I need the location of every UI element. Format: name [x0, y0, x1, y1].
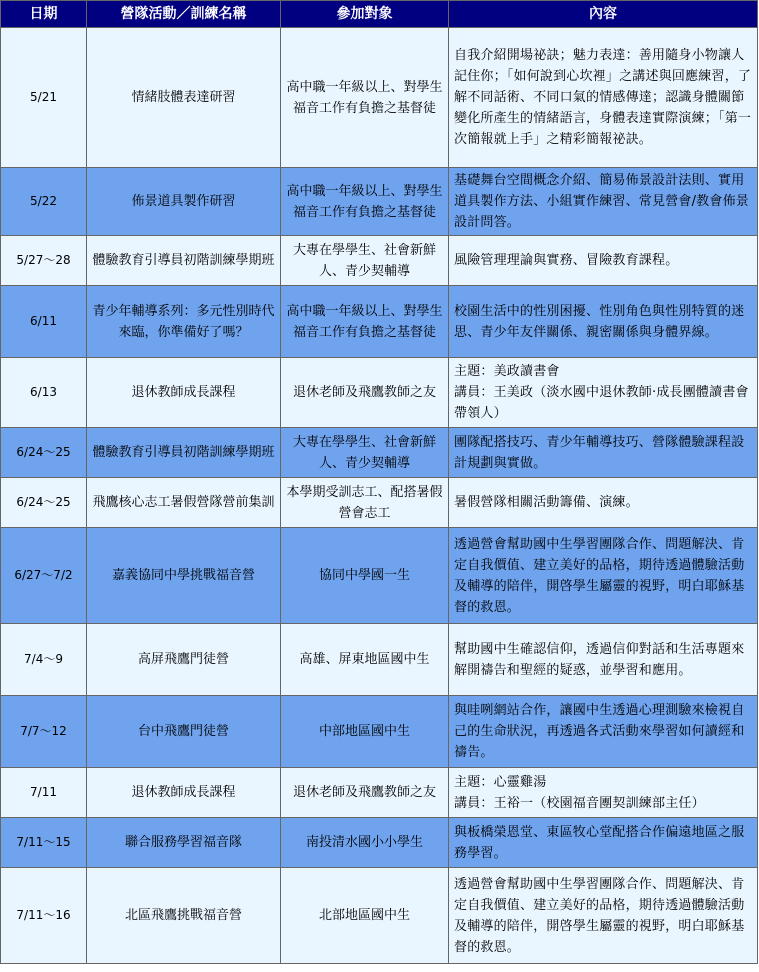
content-line: 基礎舞台空間概念介紹、簡易佈景設計法則、實用道具製作方法、小組實作練習、常見營會/教會佈景設計問答。: [454, 173, 749, 230]
header-activity: 營隊活動／訓練名稱: [87, 1, 281, 28]
row-content: [449, 868, 758, 964]
content-line: 自我介紹開場祕訣；魅力表達：善用隨身小物讓人記住你；「如何說到心坎裡」之講述與回應練習，了解不同話術、不同口氣的情感傳達；認識身體關節變化所產生的情緒語言，身體表達實際演練；「第一次簡報就上手」之精彩簡報祕訣。: [454, 48, 752, 147]
table-row: [1, 696, 758, 768]
row-content: [449, 818, 758, 868]
row-target: 高中職一年級以上、對學生福音工作有負擔之基督徒: [281, 28, 449, 168]
row-activity: 嘉義協同中學挑戰福音營: [87, 528, 281, 624]
row-target: 北部地區國中生: [281, 868, 449, 964]
row-activity: 台中飛鷹門徒營: [87, 696, 281, 768]
row-date: 7/11～15: [1, 818, 87, 868]
table-row: [1, 236, 758, 286]
table-row: [1, 168, 758, 236]
table-row: [1, 624, 758, 696]
table-row: [1, 868, 758, 964]
row-content: [449, 28, 758, 168]
header-content: 內容: [449, 1, 758, 28]
table-row: [1, 818, 758, 868]
row-date: 6/24～25: [1, 478, 87, 528]
content-line: 透過營會幫助國中生學習團隊合作、問題解決、肯定自我價值、建立美好的品格，期待透過體驗活動及輔導的陪伴，開啓學生屬靈的視野，明白耶穌基督的救恩。: [454, 876, 745, 955]
row-date: 6/13: [1, 358, 87, 428]
table-row: [1, 428, 758, 478]
header-row: [1, 1, 758, 28]
header-date: 日期: [1, 1, 87, 28]
content-line: 主題：美政讀書會: [454, 364, 560, 379]
row-target: 南投清水國小小學生: [281, 818, 449, 868]
row-content: [449, 696, 758, 768]
row-activity: 聯合服務學習福音隊: [87, 818, 281, 868]
row-content: [449, 168, 758, 236]
row-content: [449, 236, 758, 286]
content-line: 暑假營隊相關活動籌備、演練。: [454, 495, 639, 510]
row-activity: 退休教師成長課程: [87, 768, 281, 818]
table-row: [1, 286, 758, 358]
header-target: 參加對象: [281, 1, 449, 28]
row-activity: 高屏飛鷹門徒營: [87, 624, 281, 696]
row-target: 退休老師及飛鷹教師之友: [281, 768, 449, 818]
row-date: 6/11: [1, 286, 87, 358]
content-line: 講員：王裕一（校園福音團契訓練部主任）: [454, 795, 705, 811]
row-target: 高雄、屏東地區國中生: [281, 624, 449, 696]
row-activity: 青少年輔導系列：多元性別時代來臨，你準備好了嗎？: [87, 286, 281, 358]
content-line: 透過營會幫助國中生學習團隊合作、問題解決、肯定自我價值、建立美好的品格，期待透過體驗活動及輔導的陪伴，開啓學生屬靈的視野，明白耶穌基督的救恩。: [454, 536, 745, 615]
row-activity: 情緒肢體表達研習: [87, 28, 281, 168]
row-content: [449, 528, 758, 624]
row-date: 6/24～25: [1, 428, 87, 478]
row-content: [449, 358, 758, 428]
content-line: 幫助國中生確認信仰，透過信仰對話和生活專題來解開禱告和聖經的疑惑，並學習和應用。: [454, 641, 745, 678]
row-content: [449, 428, 758, 478]
row-target: 協同中學國一生: [281, 528, 449, 624]
table-row: [1, 358, 758, 428]
row-content: [449, 478, 758, 528]
row-activity: 北區飛鷹挑戰福音營: [87, 868, 281, 964]
table-row: [1, 478, 758, 528]
row-target: 大專在學學生、社會新鮮人、青少契輔導: [281, 236, 449, 286]
content-line: 與哇咧網站合作，讓國中生透過心理測驗來檢視自己的生命狀況，再透過各式活動來學習如何讀經和禱告。: [454, 703, 745, 760]
row-target: 高中職一年級以上、對學生福音工作有負擔之基督徒: [281, 168, 449, 236]
content-line: 團隊配搭技巧、青少年輔導技巧、營隊體驗課程設計規劃與實做。: [454, 434, 745, 471]
row-target: 退休老師及飛鷹教師之友: [281, 358, 449, 428]
row-date: 5/27～28: [1, 236, 87, 286]
content-line: 講員：王美政（淡水國中退休教師‧成長團體讀書會帶領人）: [454, 385, 749, 421]
row-date: 7/7～12: [1, 696, 87, 768]
content-line: 主題：心靈雞湯: [454, 774, 547, 790]
table-row: [1, 528, 758, 624]
row-date: 6/27～7/2: [1, 528, 87, 624]
row-content: [449, 624, 758, 696]
row-date: 5/21: [1, 28, 87, 168]
table-row: [1, 28, 758, 168]
row-activity: 佈景道具製作研習: [87, 168, 281, 236]
row-activity: 體驗教育引導員初階訓練學期班: [87, 236, 281, 286]
table-row: [1, 768, 758, 818]
content-line: 與板橋榮恩堂、東區牧心堂配搭合作偏遠地區之服務學習。: [454, 824, 745, 861]
content-line: 風險管理理論與實務、冒險教育課程。: [454, 253, 679, 268]
row-target: 大專在學學生、社會新鮮人、青少契輔導: [281, 428, 449, 478]
row-date: 7/4～9: [1, 624, 87, 696]
row-target: 本學期受訓志工、配搭暑假營會志工: [281, 478, 449, 528]
content-line: 校園生活中的性別困擾、性別角色與性別特質的迷思、青少年友伴關係、親密關係與身體界線。: [454, 303, 745, 340]
row-target: 高中職一年級以上、對學生福音工作有負擔之基督徒: [281, 286, 449, 358]
row-date: 5/22: [1, 168, 87, 236]
row-content: [449, 768, 758, 818]
row-activity: 飛鷹核心志工暑假營隊營前集訓: [87, 478, 281, 528]
row-date: 7/11: [1, 768, 87, 818]
row-target: 中部地區國中生: [281, 696, 449, 768]
row-activity: 退休教師成長課程: [87, 358, 281, 428]
row-activity: 體驗教育引導員初階訓練學期班: [87, 428, 281, 478]
row-content: [449, 286, 758, 358]
row-date: 7/11～16: [1, 868, 87, 964]
